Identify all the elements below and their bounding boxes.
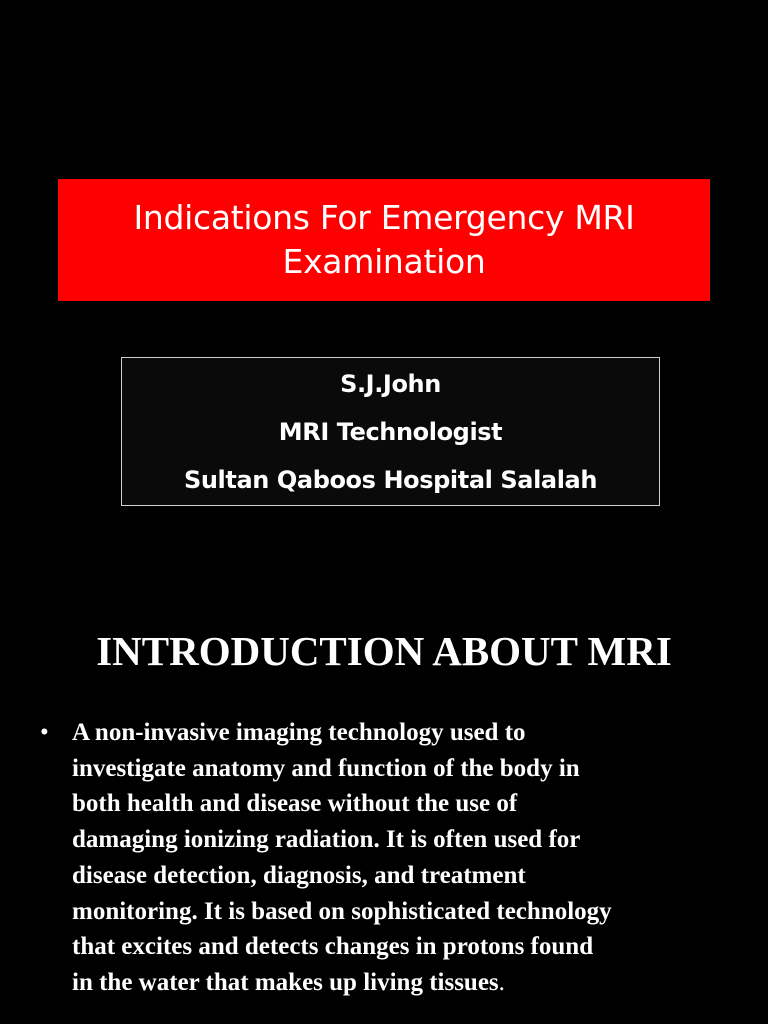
- bullet-marker: •: [40, 719, 49, 746]
- bullet-line: investigate anatomy and function of the body in: [72, 754, 580, 782]
- bullet-line: disease detection, diagnosis, and treatment: [72, 861, 526, 889]
- bullet-line: both health and disease without the use of: [72, 790, 518, 818]
- intro-heading: INTRODUCTION ABOUT MRI: [96, 628, 672, 674]
- bullet-line: A non-invasive imaging technology used to: [72, 719, 526, 746]
- intro-slide: [0, 575, 768, 1024]
- author-box: [121, 357, 660, 506]
- author-affiliation: Sultan Qaboos Hospital Salalah: [183, 465, 598, 494]
- title-line: Indications For Emergency MRI: [133, 198, 635, 237]
- author-role: MRI Technologist: [278, 417, 503, 446]
- bullet-list: [30, 715, 730, 1001]
- author-name: S.J.John: [340, 369, 441, 398]
- bullet-line: damaging ionizing radiation. It is often used for: [72, 826, 581, 854]
- bullet-line-last: [72, 965, 730, 1001]
- bullet-line-text: in the water that makes up living tissues: [72, 968, 499, 996]
- bullet-line: that excites and detects changes in protons found: [72, 933, 594, 961]
- title-banner: [58, 179, 710, 301]
- bullet-line: monitoring. It is based on sophisticated technology: [72, 897, 612, 925]
- bullet-item: [30, 715, 730, 1001]
- title-line: Examination: [282, 242, 486, 281]
- bullet-end-period: .: [498, 968, 505, 996]
